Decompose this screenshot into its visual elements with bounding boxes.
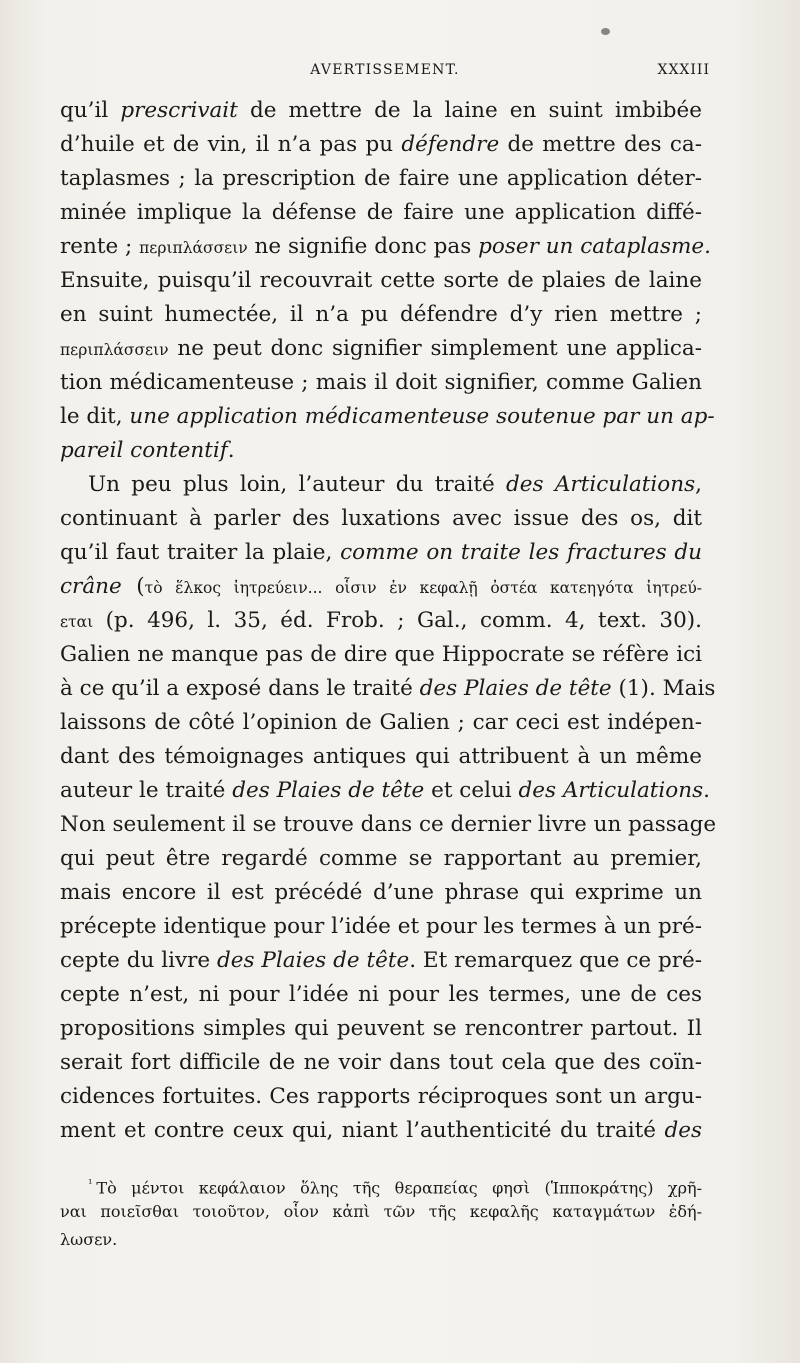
text-line: Ensuite, puisqu’il recouvrait cette sorte de plaies de laine (60, 268, 702, 293)
text-line: rente ; περιπλάσσειν ne signifie donc pas poser un cataplasme. (60, 234, 711, 259)
text-line: qu’il prescrivait de mettre de la laine en suint imbibée (60, 98, 702, 123)
text-line: dant des témoignages antiques qui attribuent à un même (60, 744, 702, 769)
text-line: précepte identique pour l’idée et pour les termes à un pré- (60, 914, 702, 939)
text-line: cidences fortuites. Ces rapports réciproques sont un argu- (60, 1084, 702, 1109)
main-text (60, 94, 717, 1148)
text-line: Un peu plus loin, l’auteur du traité des Articulations, (88, 472, 702, 497)
text-line: en suint humectée, il n’a pu défendre d’y rien mettre ; (60, 302, 702, 327)
text-line: d’huile et de vin, il n’a pas pu défendre de mettre des ca- (60, 132, 702, 157)
footnote-line: ναι ποιεῖσθαι τοιοῦτον, οἷον κἀπὶ τῶν τῆς κεφαλῆς καταγμάτων ἐδή- (60, 1202, 702, 1221)
text-line: Galien ne manque pas de dire que Hippocrate se réfère ici (60, 642, 702, 667)
text-line: minée implique la défense de faire une application diffé- (60, 200, 702, 225)
text-line: mais encore il est précédé d’une phrase qui exprime un (60, 880, 702, 905)
text-line: taplasmes ; la prescription de faire une application déter- (60, 166, 702, 191)
text-line: propositions simples qui peuvent se rencontrer partout. Il (60, 1016, 702, 1041)
text-line: le dit, une application médicamenteuse soutenue par un ap- (60, 404, 715, 429)
text-line: Non seulement il se trouve dans ce dernier livre un passage (60, 812, 717, 837)
text-line: crâne (τὸ ἕλκος ἰητρεύειν... οἷσιν ἐν κεφαλῇ ὀστέα κατεηγότα ἰητρεύ- (60, 574, 702, 599)
footnote (60, 1170, 702, 1254)
text-line: περιπλάσσειν ne peut donc signifier simplement une applica- (60, 336, 702, 361)
running-title: AVERTISSEMENT. (310, 62, 460, 78)
text-line: qui peut être regardé comme se rapportant au premier, (60, 846, 702, 871)
text-line: cepte n’est, ni pour l’idée ni pour les termes, une de ces (60, 982, 702, 1007)
text-line: laissons de côté l’opinion de Galien ; car ceci est indépen- (60, 710, 702, 735)
text-line: pareil contentif. (60, 438, 235, 463)
text-line: serait fort difficile de ne voir dans tout cela que des coïn- (60, 1050, 702, 1075)
page-number: XXXIII (657, 62, 710, 78)
text-line: qu’il faut traiter la plaie, comme on traite les fractures du (60, 540, 702, 565)
ink-spot (601, 28, 610, 35)
text-line: tion médicamenteuse ; mais il doit signifier, comme Galien (60, 370, 702, 395)
footnote-marker: ¹ (88, 1177, 93, 1190)
footnote-line: λωσεν. (60, 1230, 118, 1249)
text-line: à ce qu’il a exposé dans le traité des Plaies de tête (1). Mais (60, 676, 716, 701)
text-line: ment et contre ceux qui, niant l’authenticité du traité des (60, 1118, 702, 1143)
footnote-line: $^{^1}$ Τὸ μέντοι κεφάλαιον ὅλης τῆς θεραπείας φησὶ (Ἱπποκράτης) χρῆ- (88, 1177, 702, 1198)
text-line: εται (p. 496, l. 35, éd. Frob. ; Gal., comm. 4, text. 30). (60, 608, 702, 633)
text-line: cepte du livre des Plaies de tête. Et remarquez que ce pré- (60, 948, 702, 973)
text-line: continuant à parler des luxations avec issue des os, dit (60, 506, 702, 531)
running-header (60, 62, 710, 84)
text-line: auteur le traité des Plaies de tête et celui des Articulations. (60, 778, 710, 803)
